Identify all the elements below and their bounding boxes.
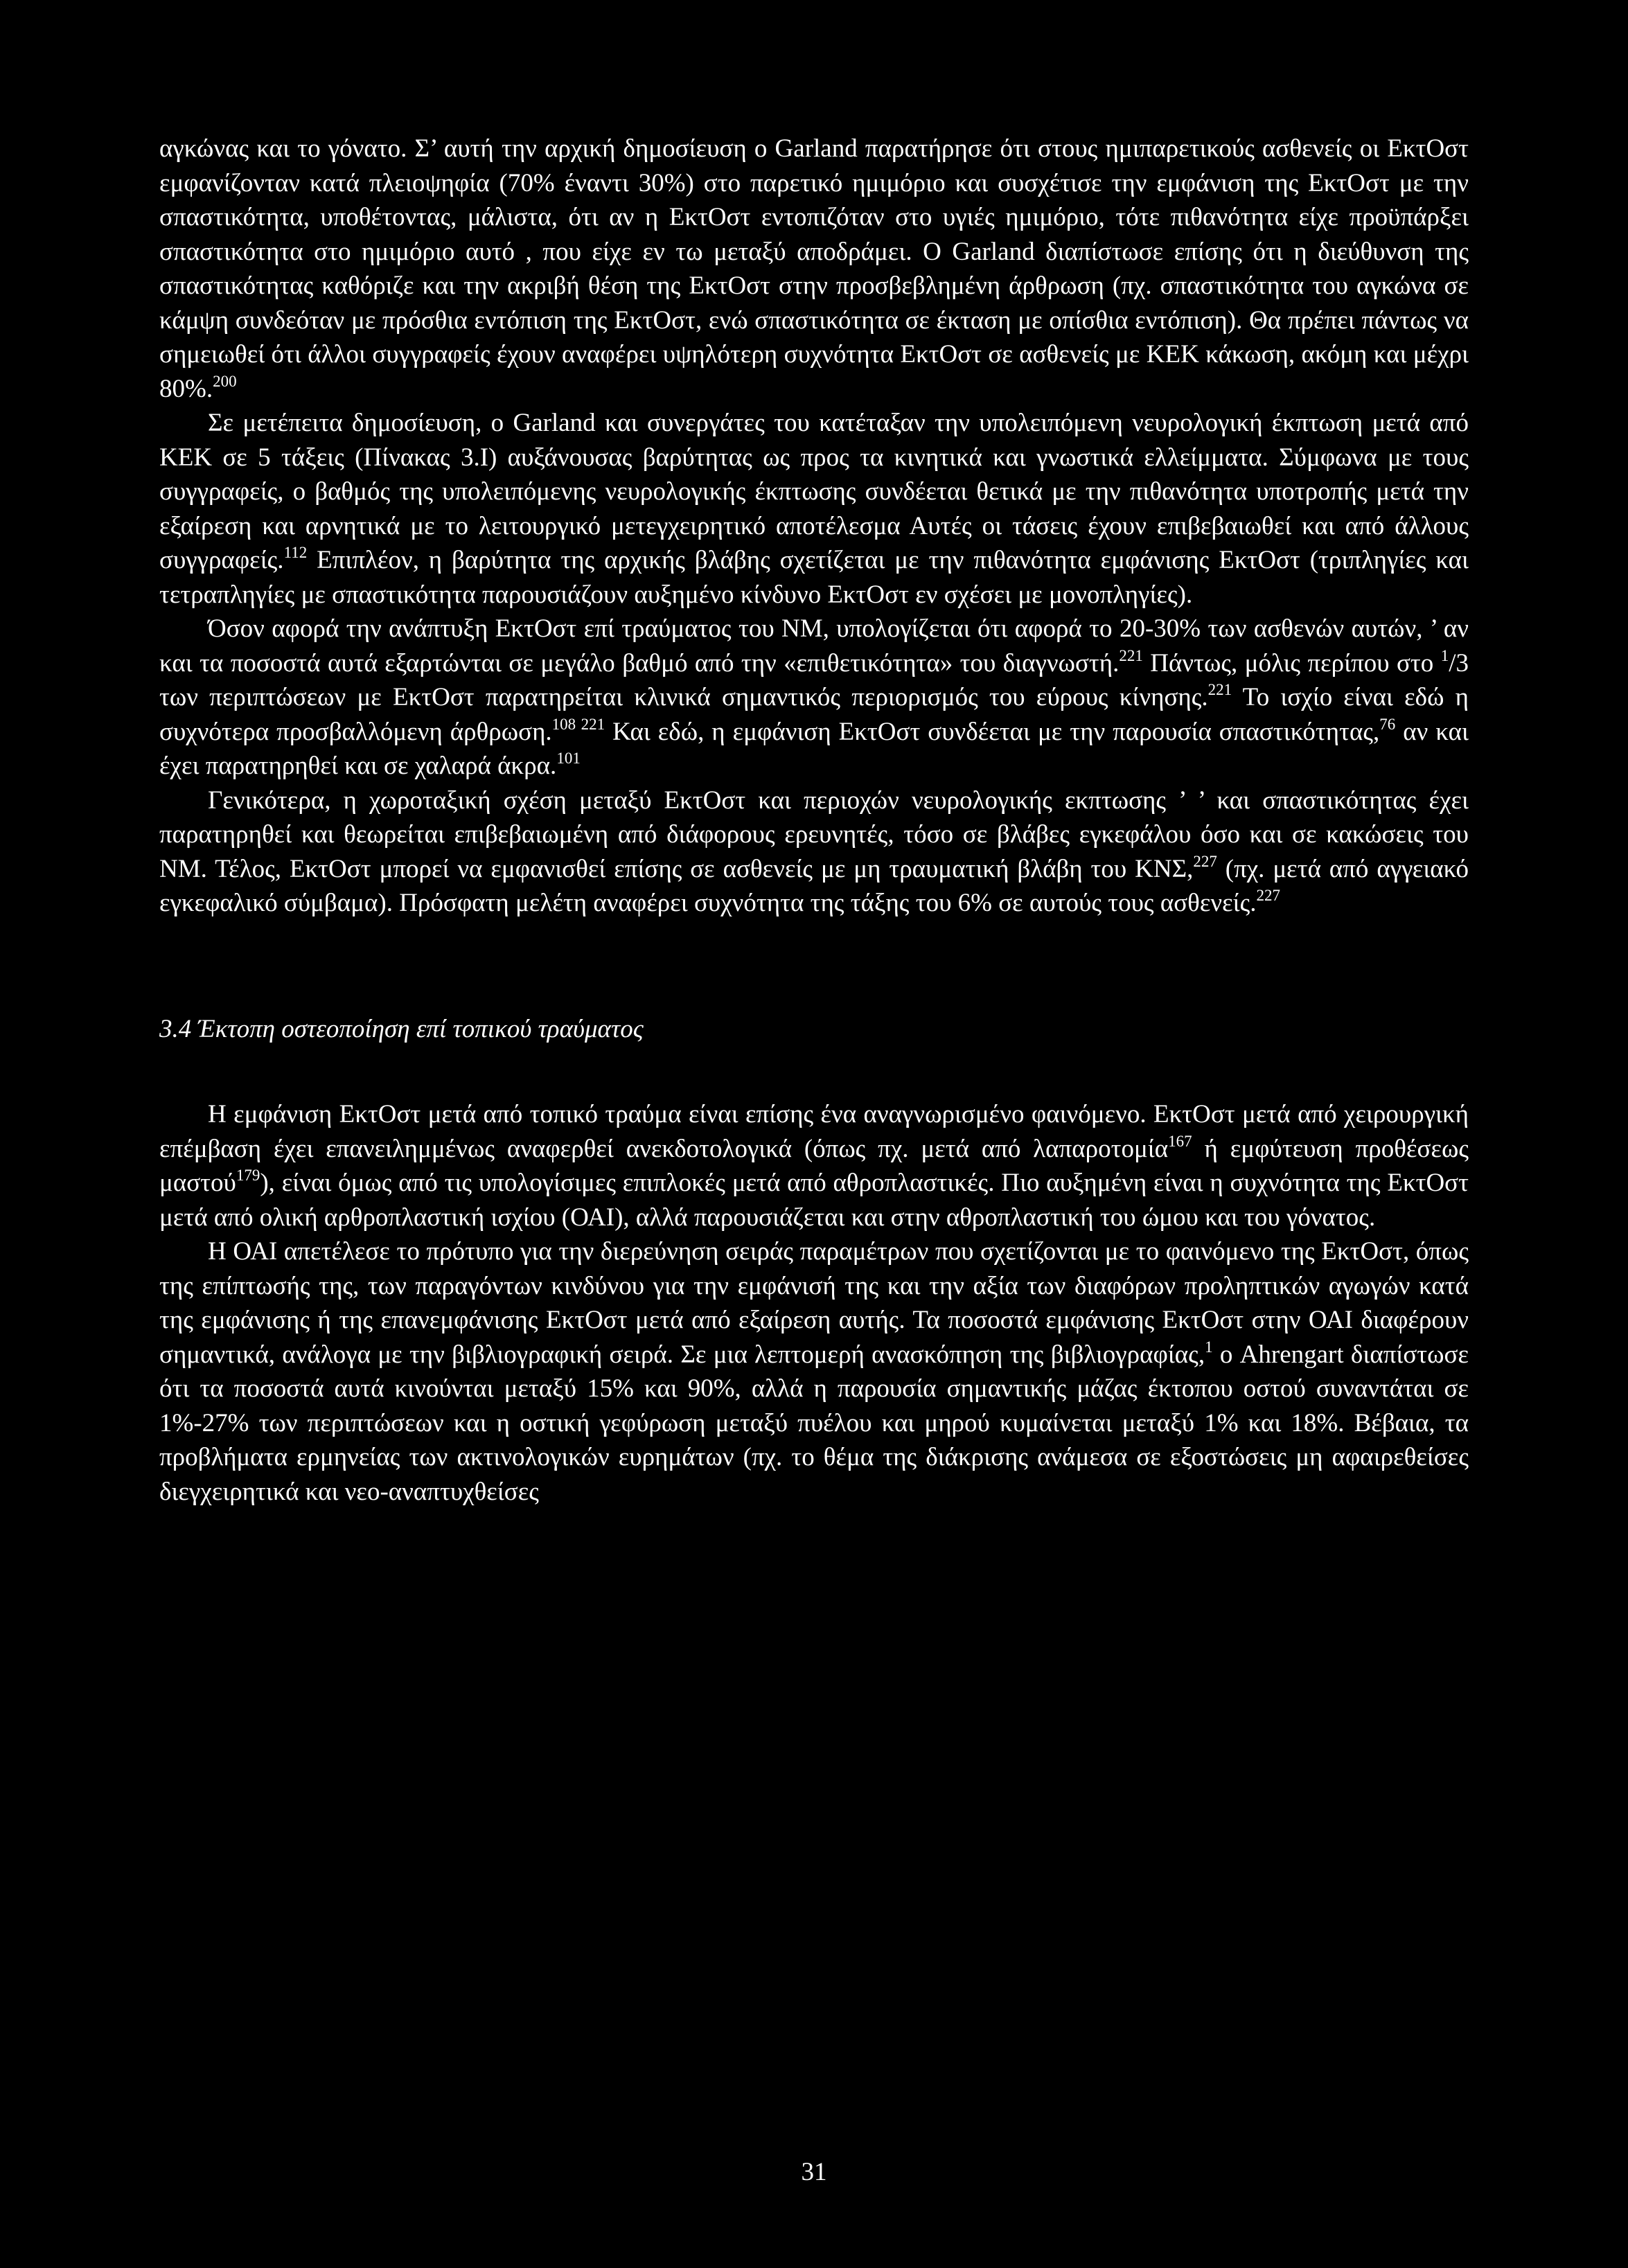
text-run: ή εμφύτευση προθέσεως μαστού <box>159 1134 1469 1197</box>
citation-superscript: 112 <box>283 544 308 561</box>
text-run: / <box>1449 648 1456 677</box>
text-run: Και εδώ, η εμφάνιση ΕκτΟστ συνδέεται με την παρουσία σπαστικότητας, <box>605 717 1380 746</box>
fraction-denominator: 3 <box>1456 648 1469 677</box>
paragraph-total-hip-arthroplasty <box>159 1234 1469 1509</box>
text-run: Όσον αφορά την ανάπτυξη ΕκτΟστ επί τραύματος του ΝΜ, υπολογίζεται ότι αφορά το 20-30% των ασθενών αυτών, ’ αν και τα ποσοστά αυτά εξαρτώνται σε μεγάλο βαθμό από την «επιθετικότητα» του διαγνωστή. <box>159 614 1469 677</box>
citation-superscript: 227 <box>1256 887 1281 904</box>
text-run: ), είναι όμως από τις υπολογίσιμες επιπλοκές μετά από αθροπλαστικές. Πιο αυξημένη είναι η συχνότητα της ΕκτΟστ μετά από ολική αρθροπλαστική ισχίου (ΟΑΙ), αλλά παρουσιάζεται και στην αθροπλαστική του ώμου και του γόνατος. <box>159 1169 1469 1232</box>
citation-superscript: 221 <box>1207 681 1232 698</box>
text-run: Η ΟΑΙ απετέλεσε το πρότυπο για την διερεύνηση σειράς παραμέτρων που σχετίζονται με το φαινόμενο της ΕκτΟστ, όπως της επίπτωσής της, των παραγόντων κινδύνου για την εμφάνισή της και την αξία των διαφόρων προληπτικών αγωγών κατά της εμφάνισης ή της επανεμφάνισης ΕκτΟστ μετά από εξαίρεση αυτής. Τα ποσοστά εμφάνισης ΕκτΟστ στην ΟΑΙ διαφέρουν σημαντικά, ανάλογα με την βιβλιογραφική σειρά. Σε μια λεπτομερή ανασκόπηση της βιβλιογραφίας, <box>159 1237 1469 1369</box>
text-run: Πάντως, μόλις περίπου στο <box>1142 648 1441 677</box>
citation-superscript: 76 <box>1379 715 1396 733</box>
section-heading: 3.4 Έκτοπη οστεοποίηση επί τοπικού τραύματος <box>159 1014 644 1043</box>
paragraph-spatial-relationship <box>159 783 1469 921</box>
text-run: αν και έχει παρατηρηθεί και σε χαλαρά άκρα. <box>159 717 1469 780</box>
text-run: ο Ahrengart διαπίστωσε ότι τα ποσοστά αυτά κινούνται μεταξύ 15% και 90%, αλλά η παρουσία σημαντικής μάζας έκτοπου οστού συναντάται σε 1%-27% των περιπτώσεων και η οστική γεφύρωση μεταξύ πυέλου και μηρού κυμαίνεται μεταξύ 1% και 18%. Βέβαια, τα προβλήματα ερμηνείας των ακτινολογικών ευρημάτων (πχ. το θέμα της διάκρισης ανάμεσα σε εξοστώσεις μη αφαιρεθείσες διεγχειρητικά και νεο-αναπτυχθείσες <box>159 1340 1469 1506</box>
text-run: Γενικότερα, η χωροταξική σχέση μεταξύ ΕκτΟστ και περιοχών νευρολογικής εκπτωσης ’ ’ και σπαστικότητας έχει παρατηρηθεί και θεωρείται επιβεβαιωμένη από διάφορους ερευνητές, τόσο σε βλάβες εγκεφάλου όσο και σε κακώσεις του ΝΜ. Τέλος, ΕκτΟστ μπορεί να εμφανισθεί επίσης σε ασθενείς με μη τραυματική βλάβη του ΚΝΣ, <box>159 786 1469 883</box>
citation-superscript: 179 <box>236 1167 260 1184</box>
paragraph-local-trauma <box>159 1097 1469 1234</box>
text-run: αγκώνας και το γόνατο. Σ’ αυτή την αρχική δημοσίευση ο Garland παρατήρησε ότι στους ημιπαρετικούς ασθενείς οι ΕκτΟστ εμφανίζονταν κατά πλειοψηφία (70% έναντι 30%) στο παρετικό ημιμόριο και συσχέτισε την εμφάνιση της ΕκτΟστ με την σπαστικότητα, υποθέτοντας, μάλιστα, ότι αν η ΕκτΟστ εντοπιζόταν στο υγιές ημιμόριο, τότε πιθανότητα είχε προϋπάρξει σπαστικότητα στο ημιμόριο αυτό , που είχε εν τω μεταξύ αποδράμει. O Garland διαπίστωσε επίσης ότι η διεύθυνση της σπαστικότητας καθόριζε και την ακριβή θέση της ΕκτΟστ στην προσβεβλημένη άρθρωση (πχ. σπαστικότητα του αγκώνα σε κάμψη συνδεόταν με πρόσθια εντόπιση της ΕκτΟστ, ενώ σπαστικότητα σε έκταση με οπίσθια εντόπιση). Θα πρέπει πάντως να σημειωθεί ότι άλλοι συγγραφείς έχουν αναφέρει υψηλότερη συχνότητα ΕκτΟστ σε ασθενείς με ΚΕΚ κάκωση, ακόμη και μέχρι 80%. <box>159 134 1469 403</box>
citation-superscript: 1 <box>1205 1338 1213 1356</box>
citation-superscript: 227 <box>1193 852 1217 870</box>
text-run: Επιπλέον, η βαρύτητα της αρχικής βλάβης σχετίζεται με την πιθανότητα εμφάνισης ΕκτΟστ (τριπληγίες και τετραπληγίες με σπαστικότητα παρουσιάζουν αυξημένο κίνδυνο ΕκτΟστ εν σχέσει με μονοπληγίες). <box>159 546 1469 609</box>
section-body-continued <box>159 132 1469 921</box>
text-run: των περιπτώσεων με ΕκτΟστ παρατηρείται κλινικά σημαντικός περιορισμός του εύρους κίνησης. <box>159 683 1208 711</box>
text-run: Η εμφάνιση ΕκτΟστ μετά από τοπικό τραύμα είναι επίσης ένα αναγνωρισμένο φαινόμενο. ΕκτΟστ μετά από χειρουργική επέμβαση έχει επανειλημμένως αναφερθεί ανεκδοτολογικά (όπως πχ. μετά από λαπαροτομία <box>159 1100 1469 1163</box>
paragraph-garland-spasticity <box>159 132 1469 406</box>
paragraph-garland-classification <box>159 406 1469 612</box>
citation-superscript: 108 221 <box>551 715 605 733</box>
section-local-trauma <box>159 1097 1469 1509</box>
text-run: Σε μετέπειτα δημοσίευση, ο Garland και συνεργάτες του κατέταξαν την υπολειπόμενη νευρολογική έκπτωση μετά από ΚΕΚ σε 5 τάξεις (Πίνακας 3.I) αυξάνουσας βαρύτητας ως προς τα κινητικά και γνωστικά ελλείμματα. Σύμφωνα με τους συγγραφείς, ο βαθμός της υπολειπόμενης νευρολογικής έκπτωσης συνδέεται θετικά με την πιθανότητα υποτροπής μετά την εξαίρεση και αρνητικά με το λειτουργικό μετεγχειρητικό αποτέλεσμα Αυτές οι τάσεις έχουν επιβεβαιωθεί και από άλλους συγγραφείς. <box>159 409 1469 574</box>
document-page <box>159 132 1469 1509</box>
page-number: 31 <box>801 2158 827 2186</box>
citation-superscript: 1 <box>1440 646 1449 664</box>
citation-superscript: 221 <box>1119 646 1143 664</box>
citation-superscript: 200 <box>213 372 237 390</box>
text-run: Το ισχίο είναι εδώ η συχνότερα προσβαλλόμενη άρθρωση. <box>159 683 1469 746</box>
citation-superscript: 101 <box>556 750 581 767</box>
text-run: (πχ. μετά από αγγειακό εγκεφαλικό σύμβαμα). Πρόσφατη μελέτη αναφέρει συχνότητα της τάξης του 6% σε αυτούς τους ασθενείς. <box>159 854 1469 917</box>
paragraph-spinal-cord-injury <box>159 612 1469 783</box>
citation-superscript: 167 <box>1168 1132 1192 1150</box>
